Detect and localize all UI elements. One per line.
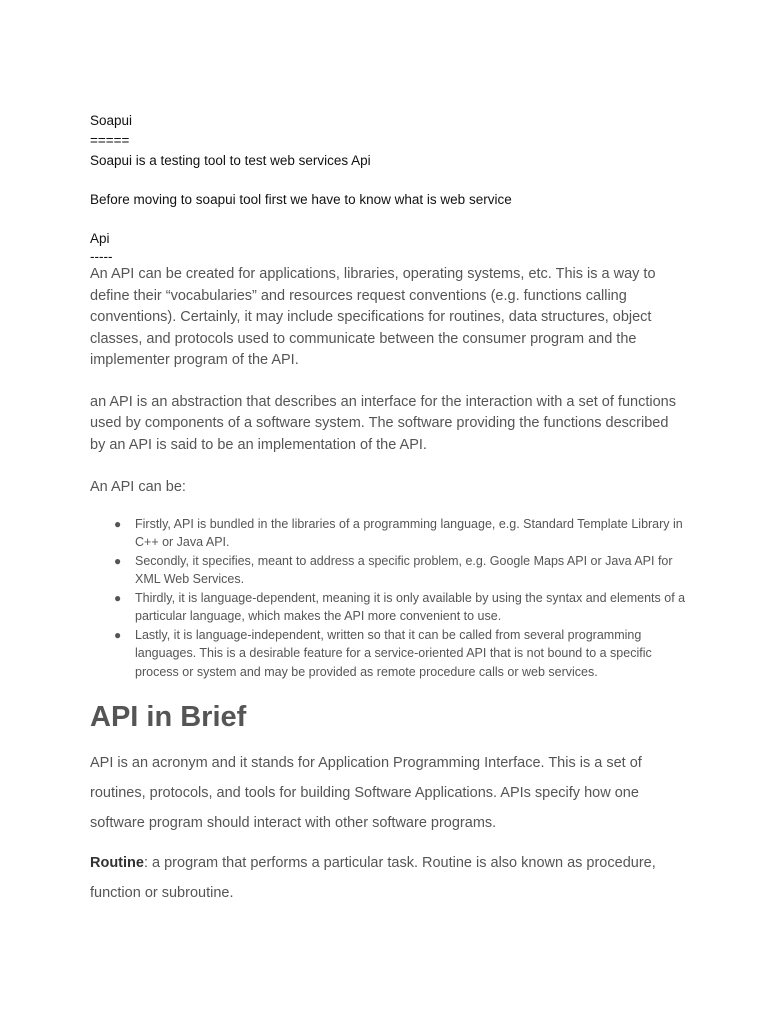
list-item — [90, 515, 686, 552]
bullet-icon: ● — [114, 553, 122, 568]
list-item-text: Thirdly, it is language-dependent, meaning it is only available by using the syntax and elements of a particular language, which makes the API more convenient to use. — [135, 590, 686, 623]
spacer — [90, 210, 686, 229]
routine-term: Routine — [90, 855, 144, 871]
doc-before-text: Before moving to soapui tool first we have to know what is web service — [90, 192, 512, 207]
api-paragraph-2: an API is an abstraction that describes an interface for the interaction with a set of functions used by components of a software system. The software providing the functions described by an API is said to be an implementation of the API. — [90, 393, 676, 453]
brief-heading: API in Brief — [90, 701, 247, 733]
api-bullet-list — [90, 515, 686, 682]
doc-intro: Soapui is a testing tool to test web services Api — [90, 153, 371, 168]
list-item — [90, 589, 686, 626]
bullet-icon: ● — [114, 627, 122, 642]
doc-title-rule: ===== — [90, 133, 130, 148]
list-item-text: Lastly, it is language-independent, written so that it can be called from several programming languages. This is a desirable feature for a service-oriented API that is not bound to a specific process or system and may be provided as remote procedure calls or web services. — [135, 627, 652, 679]
list-item-text: Firstly, API is bundled in the libraries of a programming language, e.g. Standard Template Library in C++ or Java API. — [135, 516, 683, 549]
spacer — [90, 171, 686, 190]
brief-paragraph: API is an acronym and it stands for Application Programming Interface. This is a set of routines, protocols, and tools for building Software Applications. APIs specify how one software program should interact with other software programs. — [90, 755, 642, 831]
bullet-icon: ● — [114, 590, 122, 605]
doc-title: Soapui — [90, 113, 133, 128]
api-heading: Api — [90, 231, 110, 246]
list-item-text: Secondly, it specifies, meant to address a specific problem, e.g. Google Maps API or Java API for XML Web Services. — [135, 553, 673, 586]
list-item — [90, 626, 686, 682]
api-heading-rule: ----- — [90, 249, 113, 264]
list-item — [90, 552, 686, 589]
routine-paragraph — [90, 848, 686, 908]
api-paragraph-1: An API can be created for applications, libraries, operating systems, etc. This is a way to define their “vocabularies” and resources request conventions (e.g. functions calling conventions). Certainly, it may include specifications for routines, data structures, object classes, and protocols used to communicate between the consumer program and the implementer program of the API. — [90, 266, 656, 368]
bullet-icon: ● — [114, 516, 122, 531]
document-content — [90, 111, 686, 908]
routine-definition: : a program that performs a particular task. Routine is also known as procedure, function or subroutine. — [90, 855, 656, 901]
api-paragraph-3: An API can be: — [90, 479, 186, 495]
